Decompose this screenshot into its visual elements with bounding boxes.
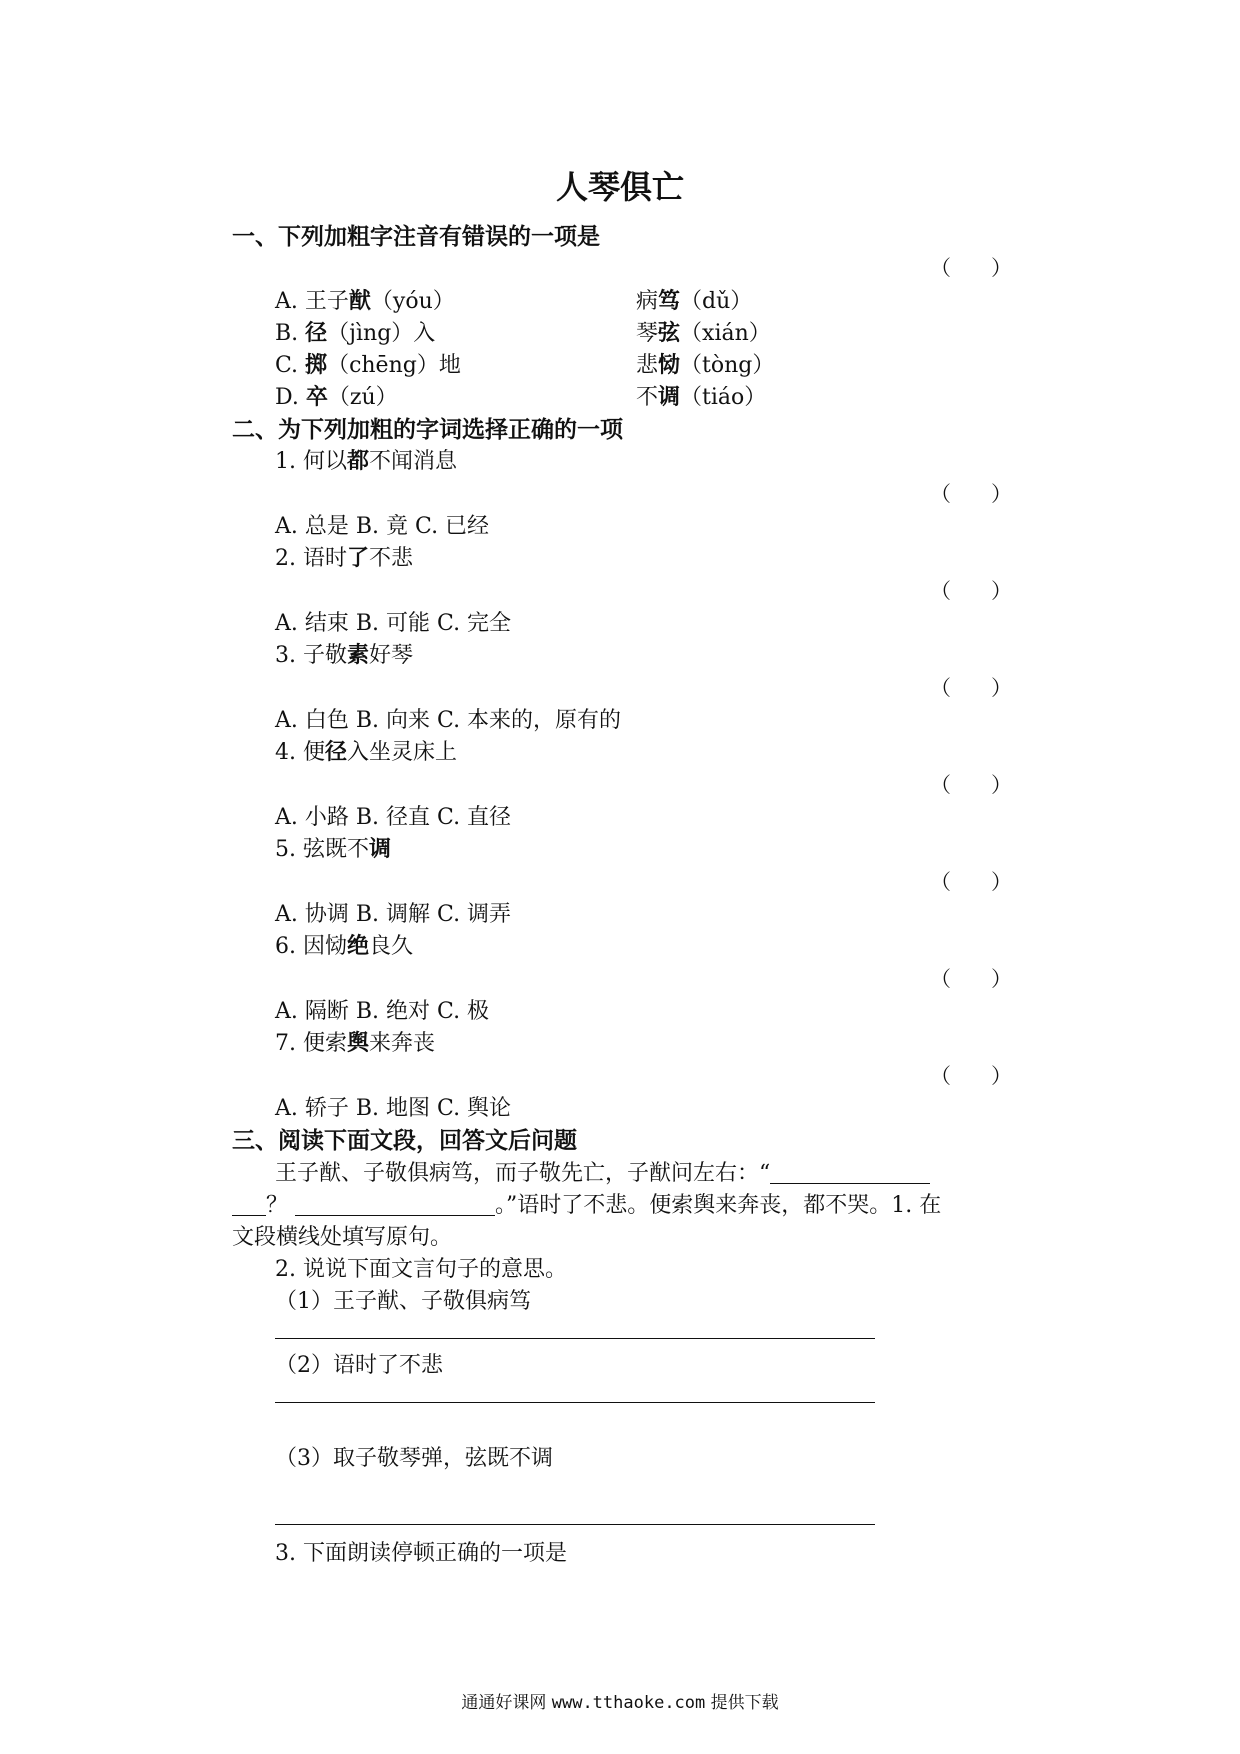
question-item: 7. 便索舆来奔丧 (275, 1031, 436, 1056)
question-options: A. 白色 B. 向来 C. 本来的，原有的 (275, 708, 622, 733)
question-item: 1. 何以都不闻消息 (275, 449, 458, 474)
answer-paren: （ ） (930, 870, 1012, 894)
answer-paren: （ ） (930, 579, 1012, 603)
answer-paren: （ ） (930, 1064, 1012, 1088)
footer-site: 通通好课网 (461, 1693, 547, 1713)
answer-paren: （ ） (930, 676, 1012, 700)
option-a-left: A. 王子猷（yóu） (275, 289, 455, 314)
fill-blank[interactable] (770, 1161, 930, 1184)
fill-blank[interactable] (232, 1193, 266, 1216)
passage-line-3: 文段横线处填写原句。 (232, 1225, 453, 1250)
option-d-right: 不调（tiáo） (636, 385, 767, 410)
option-b-right: 琴弦（xián） (636, 321, 771, 346)
passage-line-1: 王子猷、子敬俱病笃，而子敬先亡，子猷问左右：“ (275, 1156, 930, 1187)
question-2-3: （3）取子敬琴弹，弦既不调 (275, 1446, 553, 1471)
question-options: A. 隔断 B. 绝对 C. 极 (275, 999, 490, 1024)
question-options: A. 结束 B. 可能 C. 完全 (275, 611, 512, 636)
section-2-heading: 二、为下列加粗的字词选择正确的一项 (232, 417, 623, 443)
question-options: A. 协调 B. 调解 C. 调弄 (275, 902, 512, 927)
question-3: 3. 下面朗读停顿正确的一项是 (275, 1541, 567, 1566)
footer-url[interactable]: www.tthaoke.com (551, 1693, 706, 1713)
question-item: 4. 便径入坐灵床上 (275, 740, 458, 765)
option-c-left: C. 掷（chēng）地 (275, 353, 461, 378)
section-3-heading: 三、阅读下面文段，回答文后问题 (232, 1128, 577, 1154)
passage-line-2: ？ 。”语时了不悲。便索舆来奔丧，都不哭。1. 在 (232, 1188, 941, 1219)
question-2-1: （1）王子猷、子敬俱病笃 (275, 1289, 531, 1314)
question-item: 5. 弦既不调 (275, 837, 392, 862)
question-options: A. 总是 B. 竟 C. 已经 (275, 514, 490, 539)
answer-line[interactable] (275, 1402, 875, 1403)
question-options: A. 轿子 B. 地图 C. 舆论 (275, 1096, 512, 1121)
fill-blank[interactable] (295, 1193, 495, 1216)
question-2: 2. 说说下面文言句子的意思。 (275, 1257, 567, 1282)
answer-line[interactable] (275, 1524, 875, 1525)
option-b-left: B. 径（jìng）入 (275, 321, 436, 346)
question-options: A. 小路 B. 径直 C. 直径 (275, 805, 512, 830)
answer-paren: （ ） (930, 256, 1012, 280)
question-item: 3. 子敬素好琴 (275, 643, 414, 668)
page-footer (0, 1688, 1240, 1713)
answer-paren: （ ） (930, 967, 1012, 991)
answer-paren: （ ） (930, 482, 1012, 506)
section-1-heading: 一、下列加粗字注音有错误的一项是 (232, 224, 600, 250)
option-c-right: 悲恸（tòng） (636, 353, 775, 378)
option-d-left: D. 卒（zú） (275, 385, 398, 410)
question-item: 2. 语时了不悲 (275, 546, 414, 571)
question-item: 6. 因恸绝良久 (275, 934, 414, 959)
question-2-2: （2）语时了不悲 (275, 1353, 443, 1378)
answer-paren: （ ） (930, 773, 1012, 797)
answer-line[interactable] (275, 1338, 875, 1339)
page-title: 人琴俱亡 (555, 168, 684, 206)
option-a-right: 病笃（dǔ） (636, 289, 753, 314)
footer-suffix: 提供下载 (710, 1693, 779, 1713)
